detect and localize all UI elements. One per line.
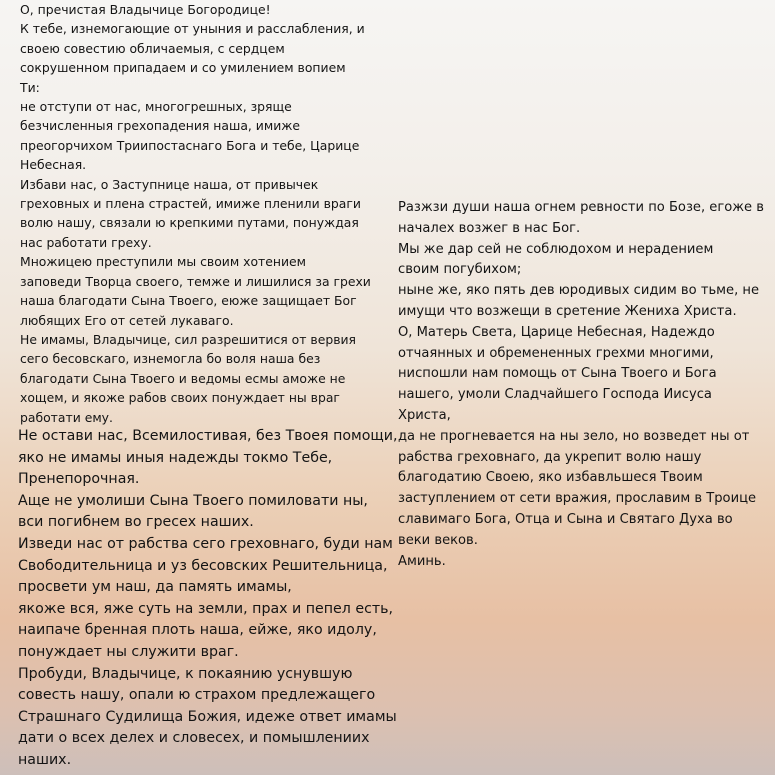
text-line: Не имамы, Владычице, сил разрешитися от вервия (20, 331, 357, 347)
text-line: Аминь. (398, 553, 446, 569)
text-line: Страшнаго Судилища Божия, идеже ответ имамы (18, 708, 397, 725)
text-line: имущи что возжещи в сретение Жениха Христа. (398, 303, 737, 319)
text-line: якоже вся, яже суть на земли, прах и пепел есть, (18, 600, 394, 617)
text-line: да не прогневается на ны зело, но возведет ны от (398, 428, 750, 444)
text-line: О, пречистая Владычице Богородице! (20, 2, 271, 17)
text-line: О, Матерь Света, Царице Небесная, Надеждо (398, 324, 715, 340)
text-line: ныне же, яко пять дев юродивых сидим во тьме, не (398, 283, 760, 299)
prayer-column-right (398, 198, 768, 572)
text-line: совесть нашу, опали ю страхом предлежащего (18, 687, 376, 704)
text-line: К тебе, изнемогающие от уныния и расслабления, и (20, 21, 365, 37)
text-line: заповеди Творца своего, темже и лишилися за грехи (20, 273, 371, 289)
text-line: началех возжег в нас Бог. (398, 220, 581, 236)
text-line: нашего, умоли Сладчайшего Господа Иисуса (398, 387, 712, 403)
text-line: благодати Сына Твоего и ведомы есмы аможе не (20, 370, 346, 386)
text-line: Избави нас, о Заступнице наша, от привычек (20, 176, 319, 192)
text-line: работати ему. (20, 409, 113, 425)
text-line: отчаянных и обремененных грехми многими, (398, 345, 714, 361)
text-line: наша благодати Сына Твоего, еюже защищает Бог (20, 293, 357, 309)
text-line: Ти: (20, 79, 40, 95)
text-line: Множицею преступили мы своим хотением (20, 254, 307, 270)
text-line: Не остави нас, Всемилостивая, без Твоея помощи, (18, 428, 398, 444)
text-line: рабства греховнаго, да укрепит волю нашу (398, 449, 702, 465)
text-line: дати о всех делех и словесех, и помышлениих (18, 730, 370, 747)
text-line: своим погубихом; (398, 262, 522, 278)
text-line: яко не имамы иныя надежды токмо Тебе, (18, 449, 333, 466)
text-line: Разжзи души наша огнем ревности по Бозе, егоже в (398, 200, 764, 215)
text-line: преогорчихом Триипостаснаго Бога и тебе, Царице (20, 137, 360, 153)
text-line: Свободительница и уз бесовских Решительница, (18, 557, 388, 574)
text-line: вси погибнем во гресех наших. (18, 514, 254, 531)
text-line: Изведи нас от рабства сего греховнаго, буди нам (18, 535, 393, 552)
text-line: греховных и плена страстей, имиже пленили враги (20, 196, 361, 212)
text-line: Небесная. (20, 157, 87, 173)
text-line: просвети ум наш, да память имамы, (18, 579, 292, 596)
text-line: ниспошли нам помощь от Сына Твоего и Бога (398, 366, 717, 382)
text-line: веки веков. (398, 532, 478, 548)
text-line: наипаче бренная плоть наша, ейже, яко идолу, (18, 622, 377, 639)
text-line: безчисленныя грехопадения наша, имиже (20, 118, 301, 134)
prayer-column-left-top (20, 0, 390, 427)
text-line: своею совестию обличаемыя, с сердцем (20, 40, 285, 56)
text-line: сокрушенном припадаем и со умилением вопием (20, 60, 346, 76)
text-line: славимаго Бога, Отца и Сына и Святаго Духа во (398, 511, 733, 527)
text-line: Пренепорочная. (18, 471, 140, 488)
text-line: наших. (18, 751, 72, 768)
text-line: благодатию Своею, яко избавльшеся Твоим (398, 470, 703, 486)
text-line: Пробуди, Владычице, к покаянию уснувшую (18, 665, 353, 682)
text-line: Мы же дар сей не соблюдохом и нерадением (398, 241, 714, 257)
text-line: Аще не умолиши Сына Твоего помиловати ны, (18, 492, 368, 509)
text-line: не отступи от нас, многогрешных, зряще (20, 99, 292, 115)
text-line: понуждает ны служити враг. (18, 643, 239, 660)
text-line: нас работати греху. (20, 234, 152, 250)
text-line: волю нашу, связали ю крепкими путами, понуждая (20, 215, 359, 231)
text-line: хощем, и якоже рабов своих понуждает ны враг (20, 390, 340, 406)
text-line: заступлением от сети вражия, прославим в Троице (398, 491, 757, 507)
text-line: Христа, (398, 407, 451, 423)
text-line: сего бесовскаго, изнемогла бо воля наша без (20, 351, 321, 367)
text-line: любящих Его от сетей лукаваго. (20, 312, 234, 328)
prayer-column-left-bottom (18, 426, 398, 772)
